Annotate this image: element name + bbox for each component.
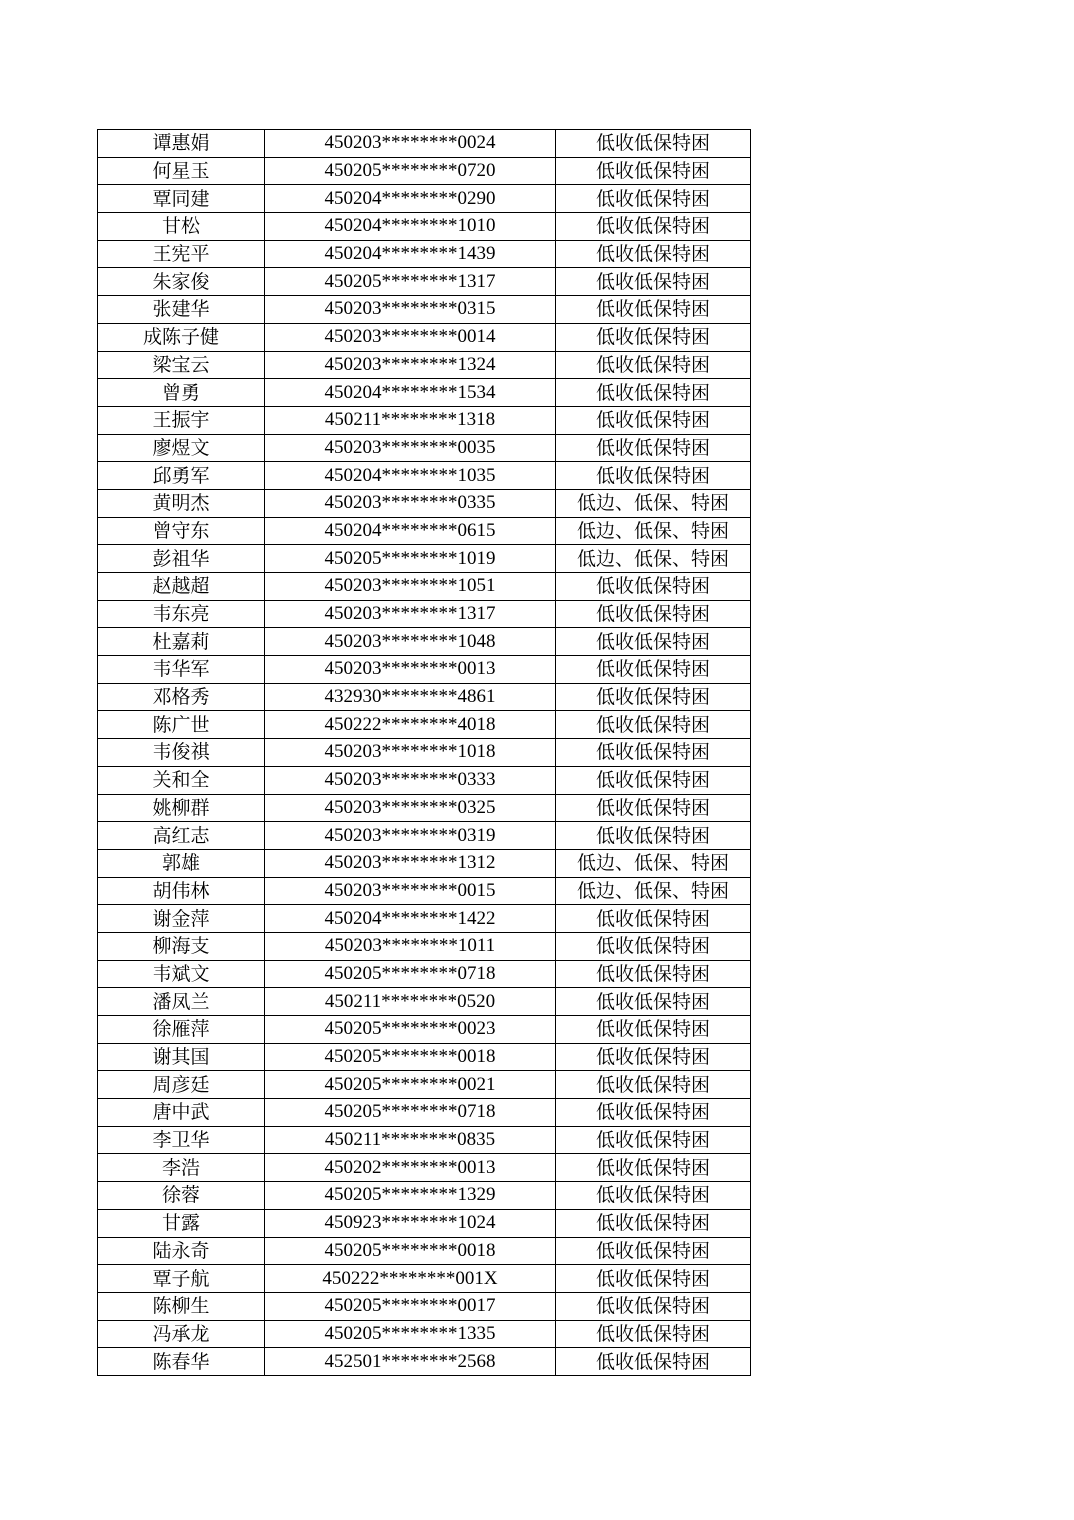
table-row <box>98 545 751 573</box>
table-row <box>98 462 751 490</box>
id-number-cell: 450205********1329 <box>265 1182 556 1210</box>
table-row <box>98 1126 751 1154</box>
table-row <box>98 517 751 545</box>
id-number-cell: 450205********0018 <box>265 1237 556 1265</box>
table-row <box>98 794 751 822</box>
name-cell: 覃同建 <box>98 185 265 213</box>
assistance-type-cell: 低收低保特困 <box>556 960 751 988</box>
assistance-type-cell: 低收低保特困 <box>556 185 751 213</box>
name-cell: 陈柳生 <box>98 1292 265 1320</box>
id-number-cell: 450203********1312 <box>265 849 556 877</box>
id-number-cell: 450204********1035 <box>265 462 556 490</box>
assistance-type-cell: 低收低保特困 <box>556 1209 751 1237</box>
table-row <box>98 1320 751 1348</box>
id-number-cell: 450204********1439 <box>265 240 556 268</box>
table-row <box>98 379 751 407</box>
id-number-cell: 452501********2568 <box>265 1348 556 1376</box>
assistance-type-cell: 低收低保特困 <box>556 1182 751 1210</box>
table-row <box>98 268 751 296</box>
assistance-type-cell: 低收低保特困 <box>556 1126 751 1154</box>
assistance-type-cell: 低收低保特困 <box>556 683 751 711</box>
assistance-type-cell: 低收低保特困 <box>556 1320 751 1348</box>
id-number-cell: 450205********0718 <box>265 960 556 988</box>
assistance-type-cell: 低收低保特困 <box>556 573 751 601</box>
id-number-cell: 450205********0023 <box>265 1016 556 1044</box>
table-row <box>98 1016 751 1044</box>
assistance-type-cell: 低收低保特困 <box>556 905 751 933</box>
table-row <box>98 434 751 462</box>
id-number-cell: 450203********0335 <box>265 489 556 517</box>
name-cell: 高红志 <box>98 822 265 850</box>
assistance-type-cell: 低收低保特困 <box>556 240 751 268</box>
assistance-type-cell: 低收低保特困 <box>556 600 751 628</box>
id-number-cell: 450203********1317 <box>265 600 556 628</box>
name-cell: 李浩 <box>98 1154 265 1182</box>
name-cell: 韦俊祺 <box>98 739 265 767</box>
table-row <box>98 822 751 850</box>
id-number-cell: 450205********0018 <box>265 1043 556 1071</box>
id-number-cell: 450203********0319 <box>265 822 556 850</box>
id-number-cell: 450205********0720 <box>265 157 556 185</box>
table-row <box>98 406 751 434</box>
assistance-type-cell: 低收低保特困 <box>556 1099 751 1127</box>
assistance-type-cell: 低收低保特困 <box>556 130 751 158</box>
assistance-type-cell: 低收低保特困 <box>556 1348 751 1376</box>
name-cell: 陈春华 <box>98 1348 265 1376</box>
id-number-cell: 450203********0013 <box>265 656 556 684</box>
assistance-type-cell: 低边、低保、特困 <box>556 849 751 877</box>
name-cell: 陈广世 <box>98 711 265 739</box>
name-cell: 成陈子健 <box>98 323 265 351</box>
id-number-cell: 450203********0035 <box>265 434 556 462</box>
id-number-cell: 450202********0013 <box>265 1154 556 1182</box>
assistance-type-cell: 低收低保特困 <box>556 351 751 379</box>
table-row <box>98 213 751 241</box>
assistance-type-cell: 低收低保特困 <box>556 932 751 960</box>
id-number-cell: 450203********0325 <box>265 794 556 822</box>
assistance-type-cell: 低收低保特困 <box>556 379 751 407</box>
name-cell: 徐蓉 <box>98 1182 265 1210</box>
table-row <box>98 932 751 960</box>
id-number-cell: 450204********1010 <box>265 213 556 241</box>
table-row <box>98 766 751 794</box>
name-cell: 彭祖华 <box>98 545 265 573</box>
table-row <box>98 683 751 711</box>
table-row <box>98 1099 751 1127</box>
name-cell: 廖煜文 <box>98 434 265 462</box>
name-cell: 唐中武 <box>98 1099 265 1127</box>
assistance-type-cell: 低收低保特困 <box>556 434 751 462</box>
name-cell: 甘露 <box>98 1209 265 1237</box>
name-cell: 周彦廷 <box>98 1071 265 1099</box>
table-row <box>98 1071 751 1099</box>
id-number-cell: 450203********0015 <box>265 877 556 905</box>
table-row <box>98 573 751 601</box>
id-number-cell: 450222********001X <box>265 1265 556 1293</box>
assistance-type-cell: 低收低保特困 <box>556 268 751 296</box>
table-row <box>98 1043 751 1071</box>
name-cell: 黄明杰 <box>98 489 265 517</box>
table-row <box>98 905 751 933</box>
name-cell: 赵越超 <box>98 573 265 601</box>
name-cell: 杜嘉莉 <box>98 628 265 656</box>
name-cell: 陆永奇 <box>98 1237 265 1265</box>
assistance-type-cell: 低收低保特困 <box>556 1154 751 1182</box>
assistance-type-cell: 低收低保特困 <box>556 656 751 684</box>
name-cell: 张建华 <box>98 296 265 324</box>
name-cell: 王振宇 <box>98 406 265 434</box>
table-row <box>98 1237 751 1265</box>
id-number-cell: 432930********4861 <box>265 683 556 711</box>
table-row <box>98 1265 751 1293</box>
assistance-type-cell: 低收低保特困 <box>556 628 751 656</box>
name-cell: 邓格秀 <box>98 683 265 711</box>
assistance-type-cell: 低收低保特困 <box>556 157 751 185</box>
id-number-cell: 450205********0017 <box>265 1292 556 1320</box>
name-cell: 徐雁萍 <box>98 1016 265 1044</box>
name-cell: 韦华军 <box>98 656 265 684</box>
id-number-cell: 450204********1422 <box>265 905 556 933</box>
name-cell: 何星玉 <box>98 157 265 185</box>
id-number-cell: 450203********1324 <box>265 351 556 379</box>
table-row <box>98 489 751 517</box>
name-cell: 关和全 <box>98 766 265 794</box>
assistance-type-cell: 低收低保特困 <box>556 1237 751 1265</box>
name-cell: 覃子航 <box>98 1265 265 1293</box>
name-cell: 王宪平 <box>98 240 265 268</box>
table-row <box>98 1154 751 1182</box>
table-row <box>98 849 751 877</box>
table-row <box>98 351 751 379</box>
assistance-type-cell: 低收低保特困 <box>556 1071 751 1099</box>
id-number-cell: 450205********0021 <box>265 1071 556 1099</box>
assistance-type-cell: 低边、低保、特困 <box>556 489 751 517</box>
name-cell: 冯承龙 <box>98 1320 265 1348</box>
table-row <box>98 628 751 656</box>
table-row <box>98 711 751 739</box>
assistance-type-cell: 低收低保特困 <box>556 296 751 324</box>
table-row <box>98 296 751 324</box>
table-row <box>98 1292 751 1320</box>
table-row <box>98 185 751 213</box>
assistance-type-cell: 低收低保特困 <box>556 462 751 490</box>
table-row <box>98 877 751 905</box>
name-cell: 胡伟林 <box>98 877 265 905</box>
assistance-type-cell: 低收低保特困 <box>556 1265 751 1293</box>
table-row <box>98 1182 751 1210</box>
id-number-cell: 450203********0315 <box>265 296 556 324</box>
name-cell: 潘凤兰 <box>98 988 265 1016</box>
assistance-type-cell: 低边、低保、特困 <box>556 517 751 545</box>
id-number-cell: 450205********1317 <box>265 268 556 296</box>
table-row <box>98 1209 751 1237</box>
assistance-type-cell: 低边、低保、特困 <box>556 545 751 573</box>
id-number-cell: 450204********1534 <box>265 379 556 407</box>
id-number-cell: 450211********0835 <box>265 1126 556 1154</box>
name-cell: 谭惠娟 <box>98 130 265 158</box>
name-cell: 郭雄 <box>98 849 265 877</box>
id-number-cell: 450203********1051 <box>265 573 556 601</box>
assistance-type-cell: 低收低保特困 <box>556 822 751 850</box>
assistance-type-cell: 低收低保特困 <box>556 323 751 351</box>
table-row <box>98 600 751 628</box>
id-number-cell: 450211********1318 <box>265 406 556 434</box>
name-cell: 朱家俊 <box>98 268 265 296</box>
id-number-cell: 450203********1011 <box>265 932 556 960</box>
name-cell: 邱勇军 <box>98 462 265 490</box>
name-cell: 柳海支 <box>98 932 265 960</box>
table-row <box>98 240 751 268</box>
assistance-type-cell: 低收低保特困 <box>556 794 751 822</box>
name-cell: 谢金萍 <box>98 905 265 933</box>
assistance-type-cell: 低收低保特困 <box>556 213 751 241</box>
name-cell: 李卫华 <box>98 1126 265 1154</box>
assistance-type-cell: 低收低保特困 <box>556 1016 751 1044</box>
assistance-type-cell: 低收低保特困 <box>556 1292 751 1320</box>
id-number-cell: 450923********1024 <box>265 1209 556 1237</box>
table-body <box>98 130 751 1376</box>
name-cell: 韦斌文 <box>98 960 265 988</box>
id-number-cell: 450211********0520 <box>265 988 556 1016</box>
table-row <box>98 130 751 158</box>
name-cell: 曾守东 <box>98 517 265 545</box>
id-number-cell: 450204********0615 <box>265 517 556 545</box>
assistance-type-cell: 低收低保特困 <box>556 988 751 1016</box>
table-row <box>98 157 751 185</box>
name-cell: 曾勇 <box>98 379 265 407</box>
table-row <box>98 1348 751 1376</box>
id-number-cell: 450205********1019 <box>265 545 556 573</box>
id-number-cell: 450205********1335 <box>265 1320 556 1348</box>
id-number-cell: 450222********4018 <box>265 711 556 739</box>
assistance-type-cell: 低边、低保、特困 <box>556 877 751 905</box>
recipient-table <box>97 129 751 1376</box>
assistance-type-cell: 低收低保特困 <box>556 711 751 739</box>
assistance-type-cell: 低收低保特困 <box>556 1043 751 1071</box>
assistance-type-cell: 低收低保特困 <box>556 406 751 434</box>
id-number-cell: 450203********1018 <box>265 739 556 767</box>
name-cell: 谢其国 <box>98 1043 265 1071</box>
table-row <box>98 988 751 1016</box>
table-row <box>98 739 751 767</box>
name-cell: 韦东亮 <box>98 600 265 628</box>
id-number-cell: 450204********0290 <box>265 185 556 213</box>
id-number-cell: 450205********0718 <box>265 1099 556 1127</box>
id-number-cell: 450203********0014 <box>265 323 556 351</box>
name-cell: 姚柳群 <box>98 794 265 822</box>
assistance-type-cell: 低收低保特困 <box>556 739 751 767</box>
id-number-cell: 450203********1048 <box>265 628 556 656</box>
table-row <box>98 323 751 351</box>
name-cell: 梁宝云 <box>98 351 265 379</box>
assistance-type-cell: 低收低保特困 <box>556 766 751 794</box>
id-number-cell: 450203********0333 <box>265 766 556 794</box>
name-cell: 甘松 <box>98 213 265 241</box>
table-row <box>98 960 751 988</box>
table-row <box>98 656 751 684</box>
id-number-cell: 450203********0024 <box>265 130 556 158</box>
